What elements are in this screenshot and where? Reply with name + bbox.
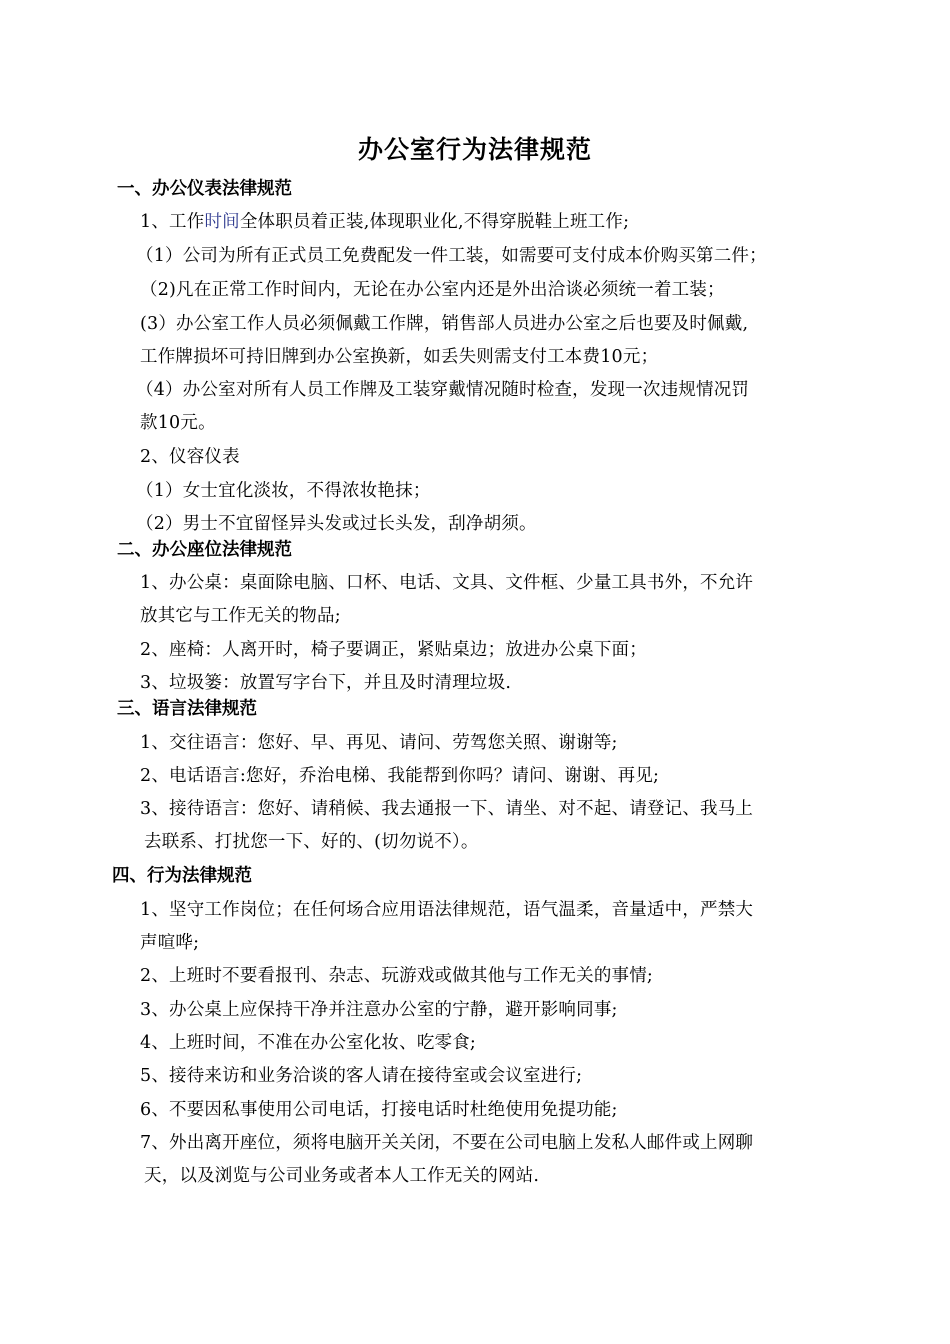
paragraph-line: （4）办公室对所有人员工作牌及工装穿戴情况随时检查，发现一次违规情况罚 [136, 380, 750, 400]
paragraph-line: 7、外出离开座位，须将电脑开关关闭，不要在公司电脑上发私人邮件或上网聊 [140, 1133, 754, 1153]
paragraph-line: 声喧哗; [140, 933, 200, 953]
paragraph-line: 2、座椅：人离开时，椅子要调正，紧贴桌边；放进办公桌下面； [140, 640, 647, 660]
paragraph-line: 款10元。 [140, 413, 216, 433]
paragraph-line: （1）公司为所有正式员工免费配发一件工装，如需要可支付成本价购买第二件； [136, 246, 767, 266]
paragraph-line: 1、坚守工作岗位；在任何场合应用语法律规范，语气温柔，音量适中，严禁大 [140, 900, 754, 920]
paragraph-line: （2)凡在正常工作时间内，无论在办公室内还是外出洽谈必须统一着工装； [140, 280, 725, 300]
paragraph-line: （2）男士不宜留怪异头发或过长头发，刮净胡须。 [136, 514, 537, 534]
paragraph-line: 3、接待语言：您好、请稍候、我去通报一下、请坐、对不起、请登记、我马上 [140, 799, 754, 819]
section-heading: 三、语言法律规范 [117, 699, 257, 719]
paragraph-line: 天，以及浏览与公司业务或者本人工作无关的网站. [144, 1166, 540, 1186]
section-heading: 四、行为法律规范 [112, 866, 252, 886]
paragraph-line: 3、办公桌上应保持干净并注意办公室的宁静，避开影响同事; [140, 1000, 618, 1020]
paragraph-line: (3）办公室工作人员必须佩戴工作牌，销售部人员进办公室之后也要及时佩戴, [140, 314, 749, 334]
paragraph-line: 4、上班时间，不准在办公室化妆、吃零食; [140, 1033, 477, 1053]
paragraph-line: 6、不要因私事使用公司电话，打接电话时杜绝使用免提功能; [140, 1100, 618, 1120]
paragraph-line: 1、办公桌：桌面除电脑、口杯、电话、文具、文件框、少量工具书外，不允许 [140, 573, 754, 593]
section-heading: 二、办公座位法律规范 [117, 540, 292, 560]
paragraph-line: 2、上班时不要看报刊、杂志、玩游戏或做其他与工作无关的事情; [140, 966, 654, 986]
document-title: 办公室行为法律规范 [357, 135, 592, 164]
paragraph-line: 放其它与工作无关的物品; [140, 606, 341, 626]
time-link-text: 时间 [204, 212, 240, 232]
paragraph-line: 1、交往语言：您好、早、再见、请问、劳驾您关照、谢谢等; [140, 733, 618, 753]
paragraph-line: 2、仪容仪表 [140, 447, 240, 467]
paragraph-line: 2、电话语言:您好，乔治电梯、我能帮到你吗？请问、谢谢、再见; [140, 766, 660, 786]
paragraph-line: 3、垃圾篓：放置写字台下，并且及时清理垃圾. [140, 673, 512, 693]
section-heading: 一、办公仪表法律规范 [117, 179, 292, 199]
paragraph-line: 去联系、打扰您一下、好的、(切勿说不）。 [144, 832, 479, 852]
paragraph-line: 工作牌损坏可持旧牌到办公室换新，如丢失则需支付工本费10元； [140, 347, 659, 367]
paragraph-line: 5、接待来访和业务洽谈的客人请在接待室或会议室进行; [140, 1066, 583, 1086]
paragraph-line: 1、工作时间全体职员着正装,体现职业化,不得穿脱鞋上班工作; [140, 212, 630, 232]
paragraph-line: （1）女士宜化淡妆，不得浓妆艳抹； [136, 481, 431, 501]
